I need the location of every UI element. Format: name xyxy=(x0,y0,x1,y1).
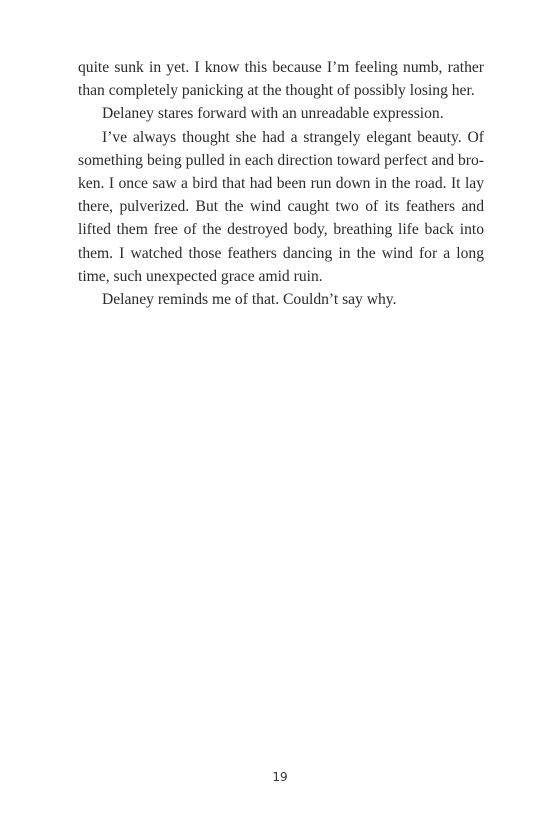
text-line: lifted them free of the destroyed body, breathing life back into xyxy=(78,221,484,239)
text-line: quite sunk in yet. I know this because I’m feeling numb, rather xyxy=(78,59,484,76)
text-line: I’ve always thought she had a strangely elegant beauty. Of xyxy=(102,128,484,146)
text-line: Delaney reminds me of that. Couldn’t say why. xyxy=(102,291,397,309)
page-number: 19 xyxy=(272,770,288,784)
text-line: there, pulverized. But the wind caught two of its feathers and xyxy=(78,198,484,216)
text-line: them. I watched those feathers dancing in the wind for a long xyxy=(78,244,484,262)
text-line: Delaney stares forward with an unreadable expression. xyxy=(102,105,444,123)
text-line: time, such unexpected grace amid ruin. xyxy=(78,267,323,285)
text-line: something being pulled in each direction toward perfect and bro- xyxy=(78,151,484,169)
text-line: ken. I once saw a bird that had been run down in the road. It lay xyxy=(78,175,484,193)
text-line: than completely panicking at the thought of possibly losing her. xyxy=(78,82,475,100)
body-text xyxy=(78,56,484,311)
